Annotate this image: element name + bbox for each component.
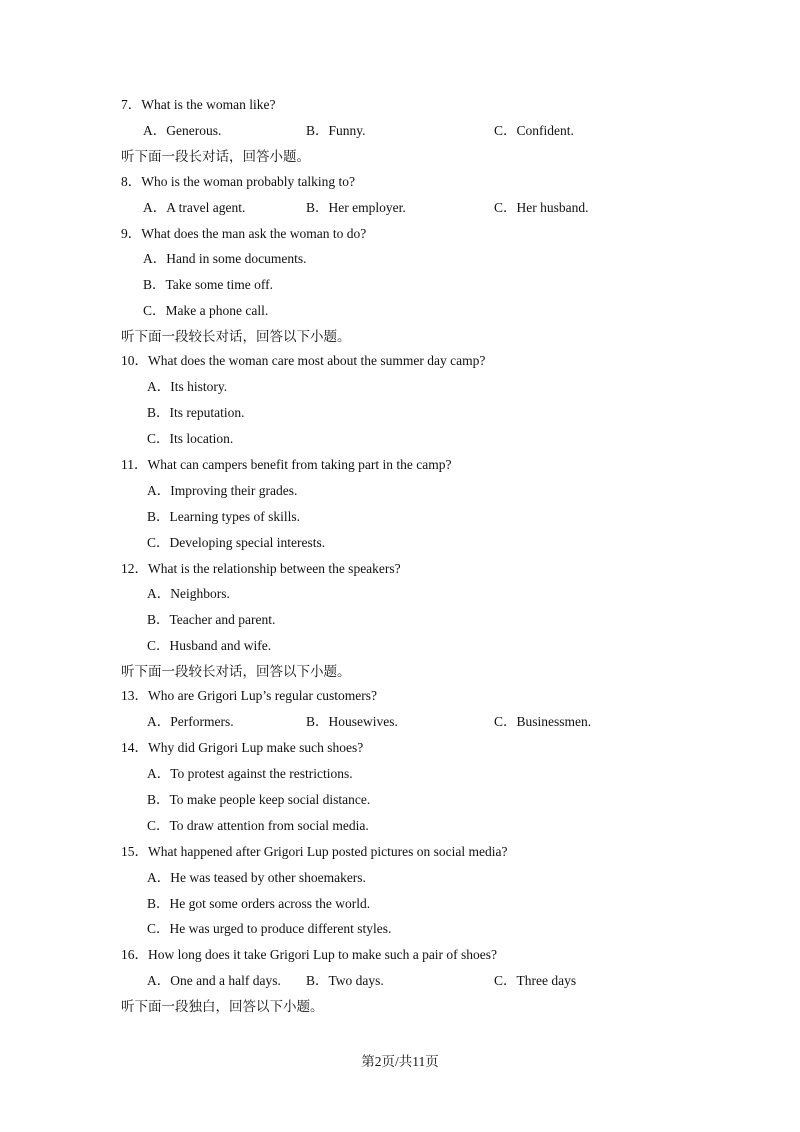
option-12c: C．Husband and wife.: [147, 638, 272, 653]
option-10b: B．Its reputation.: [147, 405, 245, 420]
question-7: 7．What is the woman like?: [121, 97, 276, 112]
question-8: 8．Who is the woman probably talking to?: [121, 174, 355, 189]
section-instruction: 听下面一段长对话，回答小题。: [121, 149, 310, 164]
option-11a: A．Improving their grades.: [147, 483, 298, 498]
option-10a: A．Its history.: [147, 379, 228, 394]
option-11c: C．Developing special interests.: [147, 535, 326, 550]
question-14: 14．Why did Grigori Lup make such shoes?: [121, 740, 364, 755]
option-14b: B．To make people keep social distance.: [147, 792, 371, 807]
option-9c: C．Make a phone call.: [143, 303, 269, 318]
option-7b: B．Funny.: [306, 123, 366, 138]
page-footer: 第2页/共11页: [361, 1054, 439, 1069]
option-14c: C．To draw attention from social media.: [147, 818, 369, 833]
option-12a: A．Neighbors.: [147, 586, 230, 601]
option-8b: B．Her employer.: [306, 200, 406, 215]
option-13b: B．Housewives.: [306, 714, 398, 729]
option-16b: B．Two days.: [306, 973, 384, 988]
question-15: 15．What happened after Grigori Lup posted pictures on social media?: [121, 844, 508, 859]
question-13: 13．Who are Grigori Lup’s regular customers?: [121, 688, 378, 703]
option-14a: A．To protest against the restrictions.: [147, 766, 353, 781]
question-9: 9．What does the man ask the woman to do?: [121, 226, 367, 241]
option-7c: C．Confident.: [494, 123, 574, 138]
option-8a: A．A travel agent.: [143, 200, 246, 215]
option-16a: A．One and a half days.: [147, 973, 281, 988]
section-instruction: 听下面一段独白，回答以下小题。: [121, 999, 324, 1014]
option-15b: B．He got some orders across the world.: [147, 896, 371, 911]
option-15c: C．He was urged to produce different styles.: [147, 921, 392, 936]
option-10c: C．Its location.: [147, 431, 234, 446]
option-8c: C．Her husband.: [494, 200, 589, 215]
option-9a: A．Hand in some documents.: [143, 251, 307, 266]
option-13a: A．Performers.: [147, 714, 234, 729]
option-7a: A．Generous.: [143, 123, 222, 138]
section-instruction: 听下面一段较长对话，回答以下小题。: [121, 664, 351, 679]
option-16c: C．Three days: [494, 973, 577, 988]
option-15a: A．He was teased by other shoemakers.: [147, 870, 366, 885]
section-instruction: 听下面一段较长对话，回答以下小题。: [121, 329, 351, 344]
option-13c: C．Businessmen.: [494, 714, 592, 729]
question-16: 16．How long does it take Grigori Lup to make such a pair of shoes?: [121, 947, 498, 962]
question-12: 12．What is the relationship between the speakers?: [121, 561, 401, 576]
option-9b: B．Take some time off.: [143, 277, 274, 292]
question-11: 11．What can campers benefit from taking part in the camp?: [121, 457, 452, 472]
question-10: 10．What does the woman care most about the summer day camp?: [121, 353, 486, 368]
option-12b: B．Teacher and parent.: [147, 612, 276, 627]
option-11b: B．Learning types of skills.: [147, 509, 300, 524]
